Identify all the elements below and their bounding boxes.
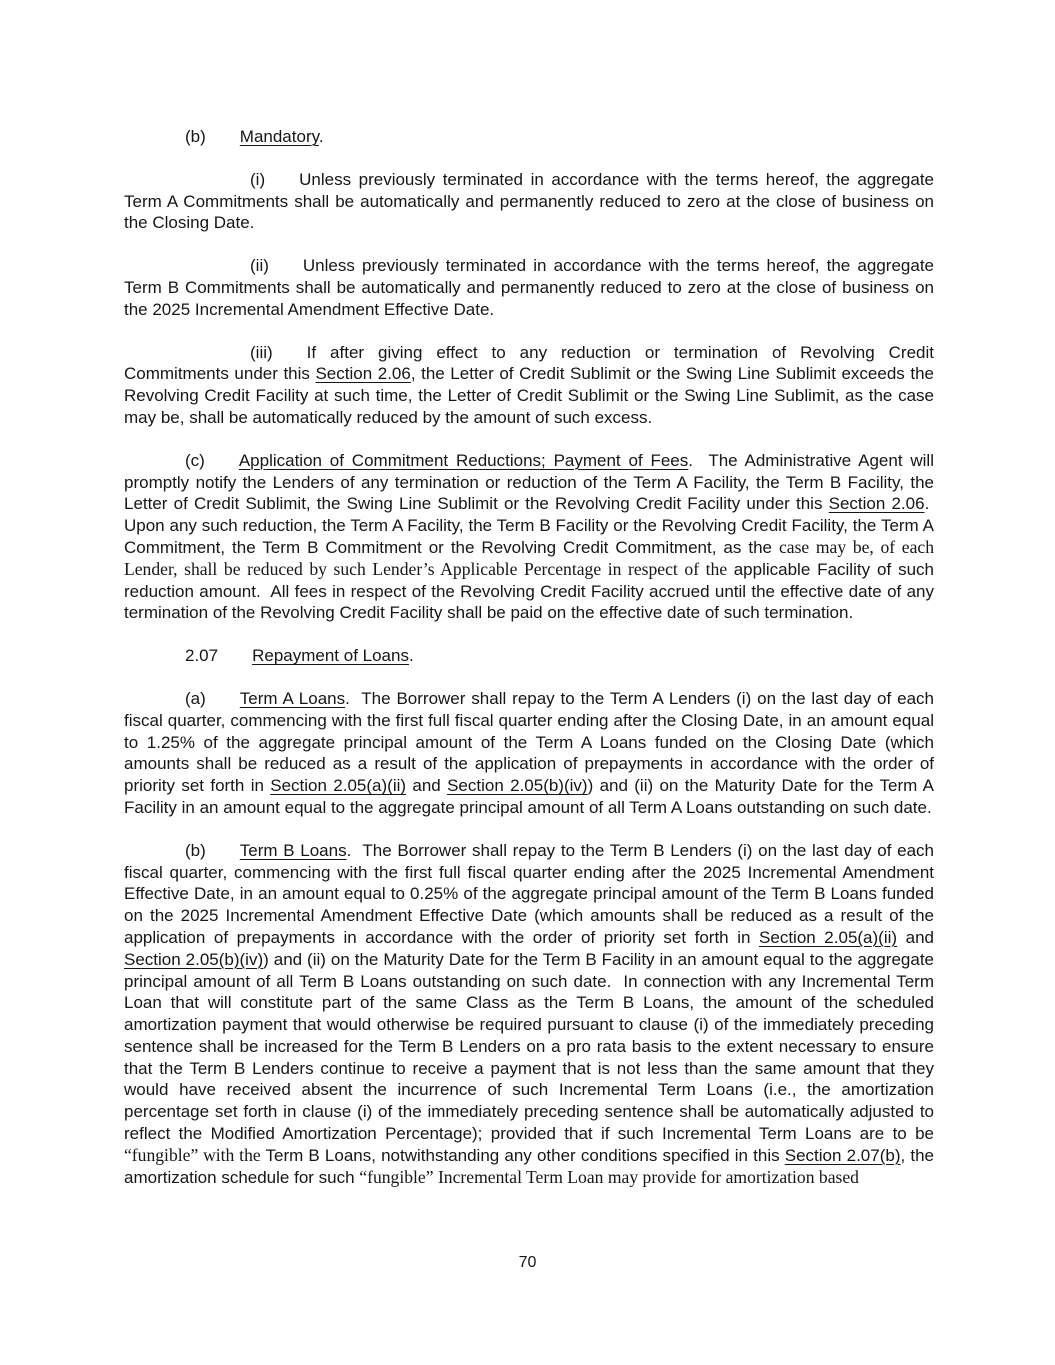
document-text xyxy=(124,126,934,1209)
underlined-text-run: Application of Commitment Reductions; Payment of Fees xyxy=(238,450,689,470)
text-run: , the Letter of Credit Sublimit or the Swing Line Sublimit exceeds the Revolving Credit Facility at such time, the Letter of Credit Sublimit or the Swing Line Sublimit, as the case may be, shall be automatically reduced by the amount of such excess. xyxy=(124,364,934,427)
underlined-text-run: Section 2.06 xyxy=(828,494,925,514)
text-run: If after giving effect to any reduction or termination of Revolving Credit Commitments under this xyxy=(124,342,934,384)
text-run: . Upon any such reduction, the Term A Facility, the Term B Facility or the Revolving Credit Facility, the Term A Commitment, the Term B Commitment or the Revolving Credit Commitment, as the xyxy=(124,494,935,557)
text-run: (i) xyxy=(250,169,266,189)
text-run: and xyxy=(897,927,935,947)
underlined-text-run: Section 2.07(b) xyxy=(784,1145,901,1165)
text-run: , the amortization schedule for such xyxy=(124,1145,934,1187)
page-number: 70 xyxy=(518,1254,537,1271)
text-run: . The Borrower shall repay to the Term B Lenders (i) on the last day of each fiscal quarter, commencing with the first full fiscal quarter ending after the 2025 Incremental Amendment Effective Date, in an amount equal to 0.25% of the aggregate principal amount of the Term B Loans funded on the 2025 Incremental Amendment Effective Date (which amounts shall be reduced as a result of the application of prepayments in accordance with the order of priority set forth in xyxy=(124,840,934,947)
section-2-07-repayment-of-loans-heading xyxy=(124,645,934,667)
clause-a-term-a-loans xyxy=(124,688,934,819)
text-run: Unless previously terminated in accordance with the terms hereof, the aggregate Term B Commitments shall be automatically and permanently reduced to zero at the close of business on the 2025 Incremental Amendment Effective Date. xyxy=(124,256,934,319)
text-run: (ii) xyxy=(250,256,269,276)
text-run: 2.07 xyxy=(185,646,219,666)
text-run: (c) xyxy=(185,450,205,470)
underlined-text-run: Section 2.06 xyxy=(315,364,411,384)
underlined-text-run: Section 2.05(a)(ii) xyxy=(270,776,407,796)
clause-b-sub-iii xyxy=(124,342,934,429)
underlined-text-run: Section 2.05(a)(ii) xyxy=(759,927,898,947)
text-run: . xyxy=(408,646,414,666)
clause-b-term-b-loans xyxy=(124,840,934,1189)
text-run: (a) xyxy=(185,688,206,708)
text-run: case may be, of each Lender, shall be reduced by such Lender’s Applicable Percentage in respect of the xyxy=(124,536,934,579)
text-run: (iii) xyxy=(250,342,273,362)
text-run: (b) xyxy=(185,840,206,860)
text-run: . The Administrative Agent will promptly notify the Lenders of any termination or reduction of the Term A Facility, the Term B Facility, the Letter of Credit Sublimit, the Swing Line Sublimit or the Revolving Credit Facility under this xyxy=(124,450,934,514)
text-run: “fungible” with the xyxy=(124,1144,266,1165)
underlined-text-run: Section 2.05(b)(iv) xyxy=(124,949,264,969)
text-run: . xyxy=(318,127,324,146)
underlined-text-run: Term B Loans xyxy=(239,840,347,860)
text-run: Term B Loans, notwithstanding any other conditions specified in this xyxy=(265,1145,785,1165)
clause-c-application-of-commitment-reductions xyxy=(124,450,934,624)
underlined-text-run: Section 2.05(b)(iv) xyxy=(447,776,588,796)
text-run: and xyxy=(406,776,448,796)
clause-b-sub-i xyxy=(124,169,934,234)
text-run: “fungible” Incremental Term Loan may provide for amortization based xyxy=(359,1166,859,1187)
text-run: Unless previously terminated in accordance with the terms hereof, the aggregate Term A Commitments shall be automatically and permanently reduced to zero at the close of business on the Closing Date. xyxy=(124,169,934,233)
text-run: . The Borrower shall repay to the Term A Lenders (i) on the last day of each fiscal quarter, commencing with the first full fiscal quarter ending after the Closing Date, in an amount equal to 1.25% of the aggregate principal amount of the Term A Loans funded on the Closing Date (which amounts shall be reduced as a result of the application of prepayments in accordance with the order of priority set forth in xyxy=(124,688,934,796)
text-run: applicable Facility of such reduction amount. All fees in respect of the Revolving Credit Facility accrued until the effective date of any termination of the Revolving Credit Facility shall be paid on the effective date of such termination. xyxy=(124,559,934,623)
text-run: ) and (ii) on the Maturity Date for the Term B Facility in an amount equal to the aggregate principal amount of all Term B Loans outstanding on such date. In connection with any Incremental Term Loan that will constitute part of the same Class as the Term B Loans, the amount of the scheduled amortization payment that would otherwise be required pursuant to clause (i) of the immediately preceding sentence shall be increased for the Term B Lenders on a pro rata basis to the extent necessary to ensure that the Term B Lenders continue to receive a payment that is not less than the same amount that they would have received absent the incurrence of such Incremental Term Loans (i.e., the amortization percentage set forth in clause (i) of the immediately preceding sentence shall be automatically adjusted to reflect the Modified Amortization Percentage); provided that if such Incremental Term Loans are to be xyxy=(124,949,935,1144)
clause-b-sub-ii xyxy=(124,255,934,320)
clause-b-mandatory-heading xyxy=(124,126,934,148)
underlined-text-run: Term A Loans xyxy=(239,688,346,708)
underlined-text-run: Repayment of Loans xyxy=(252,646,409,666)
text-run: ) and (ii) on the Maturity Date for the Term A Facility in an amount equal to the aggregate principal amount of all Term A Loans outstanding on such date. xyxy=(124,776,935,817)
underlined-text-run: Mandatory xyxy=(239,127,319,146)
text-run: (b) xyxy=(185,127,206,146)
